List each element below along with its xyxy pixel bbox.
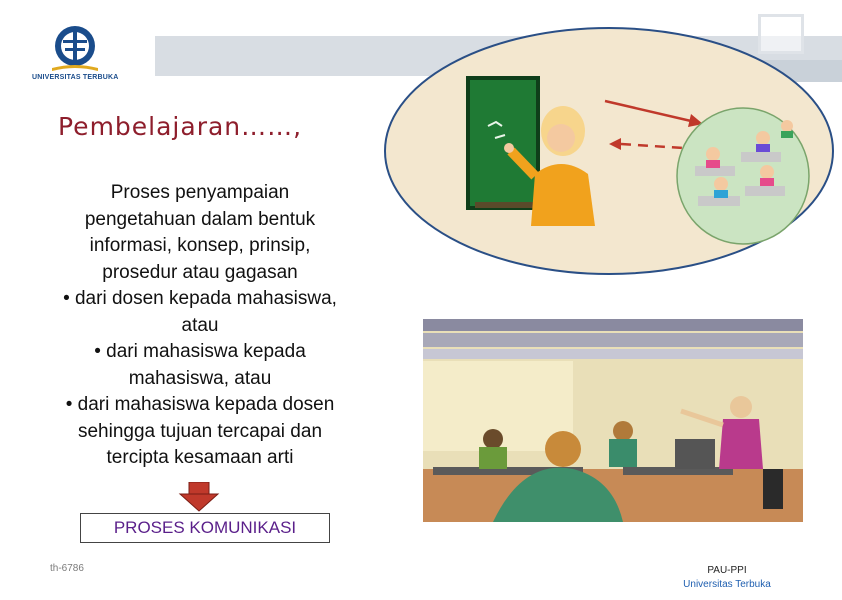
classroom-illustration bbox=[423, 319, 803, 522]
body-line: sehingga tujuan tercapai dan bbox=[77, 420, 323, 442]
teaching-illustration bbox=[383, 26, 835, 276]
footer-org bbox=[672, 564, 782, 592]
body-line: prosedur atau gagasan bbox=[102, 261, 298, 283]
down-arrow-icon bbox=[178, 482, 220, 512]
footer-org-line: Universitas Terbuka bbox=[683, 579, 771, 590]
body-line: Proses penyampaian bbox=[110, 182, 290, 203]
body-line: mahasiswa, atau bbox=[128, 367, 272, 389]
body-line: tercipta kesamaan arti bbox=[106, 447, 294, 468]
body-line: atau bbox=[181, 314, 219, 336]
footer-org-line: PAU-PPI bbox=[707, 565, 747, 576]
proses-komunikasi-box: PROSES KOMUNIKASI bbox=[80, 513, 330, 543]
footer-tagline bbox=[300, 568, 470, 600]
body-line: informasi, konsep, prinsip, bbox=[89, 235, 311, 256]
body-line: pengetahuan dalam bentuk bbox=[84, 208, 316, 230]
logo-caption: UNIVERSITAS TERBUKA bbox=[32, 74, 119, 81]
slide-title: Pembelajaran……, bbox=[58, 112, 303, 141]
footer-code: th-6786 bbox=[50, 563, 84, 574]
slide-body bbox=[20, 180, 380, 472]
footer-tagline-line: profesional bbox=[358, 586, 412, 598]
body-line: • dari dosen kepada mahasiswa, bbox=[63, 288, 337, 309]
footer-tagline-line: menuju pembelajaran bbox=[332, 570, 438, 582]
body-line: • dari mahasiswa kepada bbox=[94, 341, 306, 362]
body-line: • dari mahasiswa kepada dosen bbox=[65, 394, 335, 415]
